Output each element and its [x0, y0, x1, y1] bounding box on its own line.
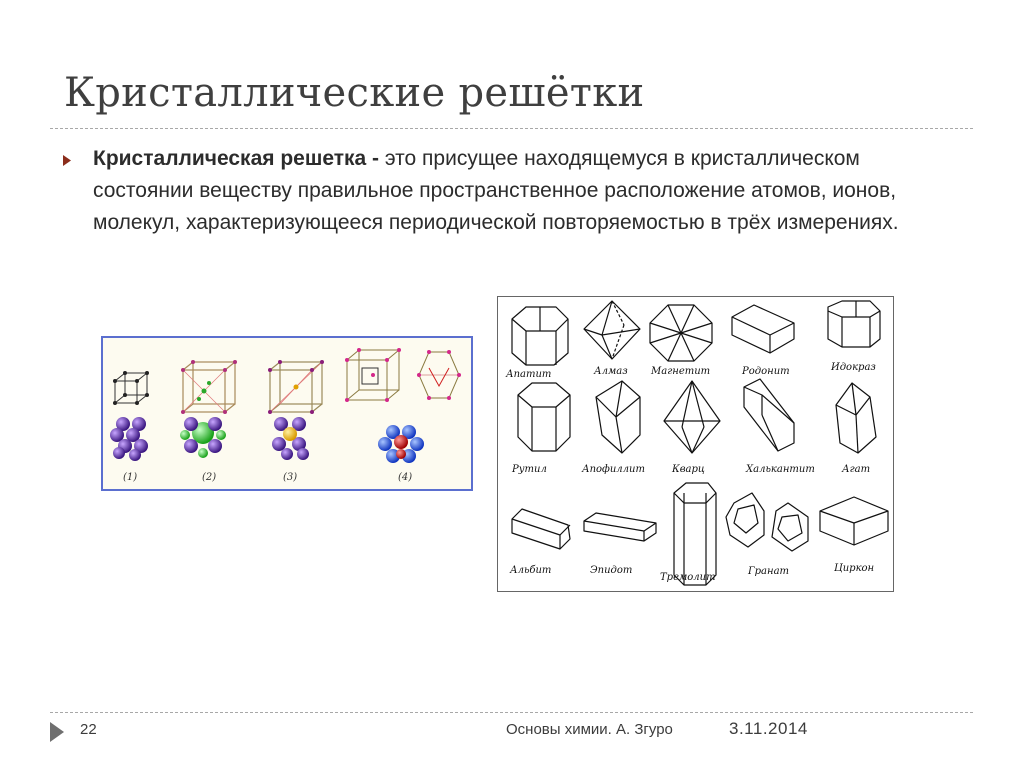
crystal-label-rutile: Рутил	[512, 464, 547, 475]
crystal-label-magnetite: Магнетит	[651, 366, 711, 377]
crystal-label-diamond: Алмаз	[594, 366, 628, 377]
crystal-shapes-figure	[497, 296, 894, 592]
crystal-label-rhodonite: Родонит	[742, 366, 790, 377]
crystal-tremolite	[674, 483, 716, 585]
simple-cubic-frame	[115, 373, 147, 403]
crystal-label-idocrase: Идокраз	[831, 362, 876, 373]
crystal-zircon	[820, 497, 888, 545]
crystal-idocrase	[828, 301, 880, 347]
crystal-diamond	[584, 301, 640, 359]
definition-term: Кристаллическая решетка -	[93, 147, 380, 170]
crystal-label-epidote: Эпидот	[590, 565, 633, 576]
crystal-label-quartz: Кварц	[672, 464, 705, 475]
slide-title: Кристаллические решётки	[64, 70, 645, 116]
footer-text: Основы химии. А. Згуро	[506, 721, 673, 738]
crystal-label-agate: Агат	[842, 464, 871, 475]
title-divider	[50, 128, 973, 129]
hexagonal-model	[378, 425, 424, 463]
lattice-label-1: (1)	[123, 472, 138, 483]
crystal-label-apophyllite: Апофиллит	[582, 464, 645, 475]
definition-text: это присущее находящемуся в кристаллическом состоянии веществу правильное пространственное расположение атомов, ионов, молекул, характеризующееся периодической повторяемостью в трёх измерениях.	[93, 147, 899, 234]
crystal-rhodonite	[732, 305, 794, 353]
simple-cubic-model	[110, 417, 148, 461]
crystal-chalcanthite	[744, 379, 794, 451]
crystal-magnetite	[650, 305, 712, 361]
crystal-apatite	[512, 307, 568, 365]
lattice-label-2: (2)	[202, 472, 217, 483]
crystal-quartz	[664, 381, 720, 453]
lattice-types-figure	[101, 336, 473, 491]
crystal-agate	[836, 383, 876, 453]
crystal-epidote	[584, 513, 656, 541]
footer-date: 3.11.2014	[729, 719, 808, 738]
face-centered-frame	[183, 362, 235, 412]
footer-divider	[50, 712, 973, 713]
crystal-label-apatite: Апатит	[506, 369, 552, 380]
crystal-garnet	[726, 493, 764, 547]
lattice-label-3: (3)	[283, 472, 298, 483]
crystal-apophyllite	[596, 381, 640, 453]
footer-arrow-icon	[50, 722, 64, 742]
crystal-albite	[512, 509, 570, 549]
body-centered-model	[272, 417, 309, 460]
crystal-label-chalcanthite: Халькантит	[746, 464, 815, 475]
definition-paragraph	[93, 143, 953, 239]
crystal-rutile	[518, 383, 570, 451]
page-number: 22	[80, 721, 97, 738]
lattice-label-4: (4)	[398, 472, 413, 483]
face-centered-model	[180, 417, 226, 458]
crystal-label-zircon: Циркон	[834, 563, 875, 574]
crystal-label-garnet: Гранат	[748, 566, 790, 577]
crystal-label-albite: Альбит	[510, 565, 552, 576]
crystal-label-tremolite: Тремолит	[660, 572, 716, 583]
bullet-arrow-icon	[63, 155, 71, 166]
crystal-garnet-2	[772, 503, 808, 551]
hexagonal-frame	[419, 352, 459, 398]
